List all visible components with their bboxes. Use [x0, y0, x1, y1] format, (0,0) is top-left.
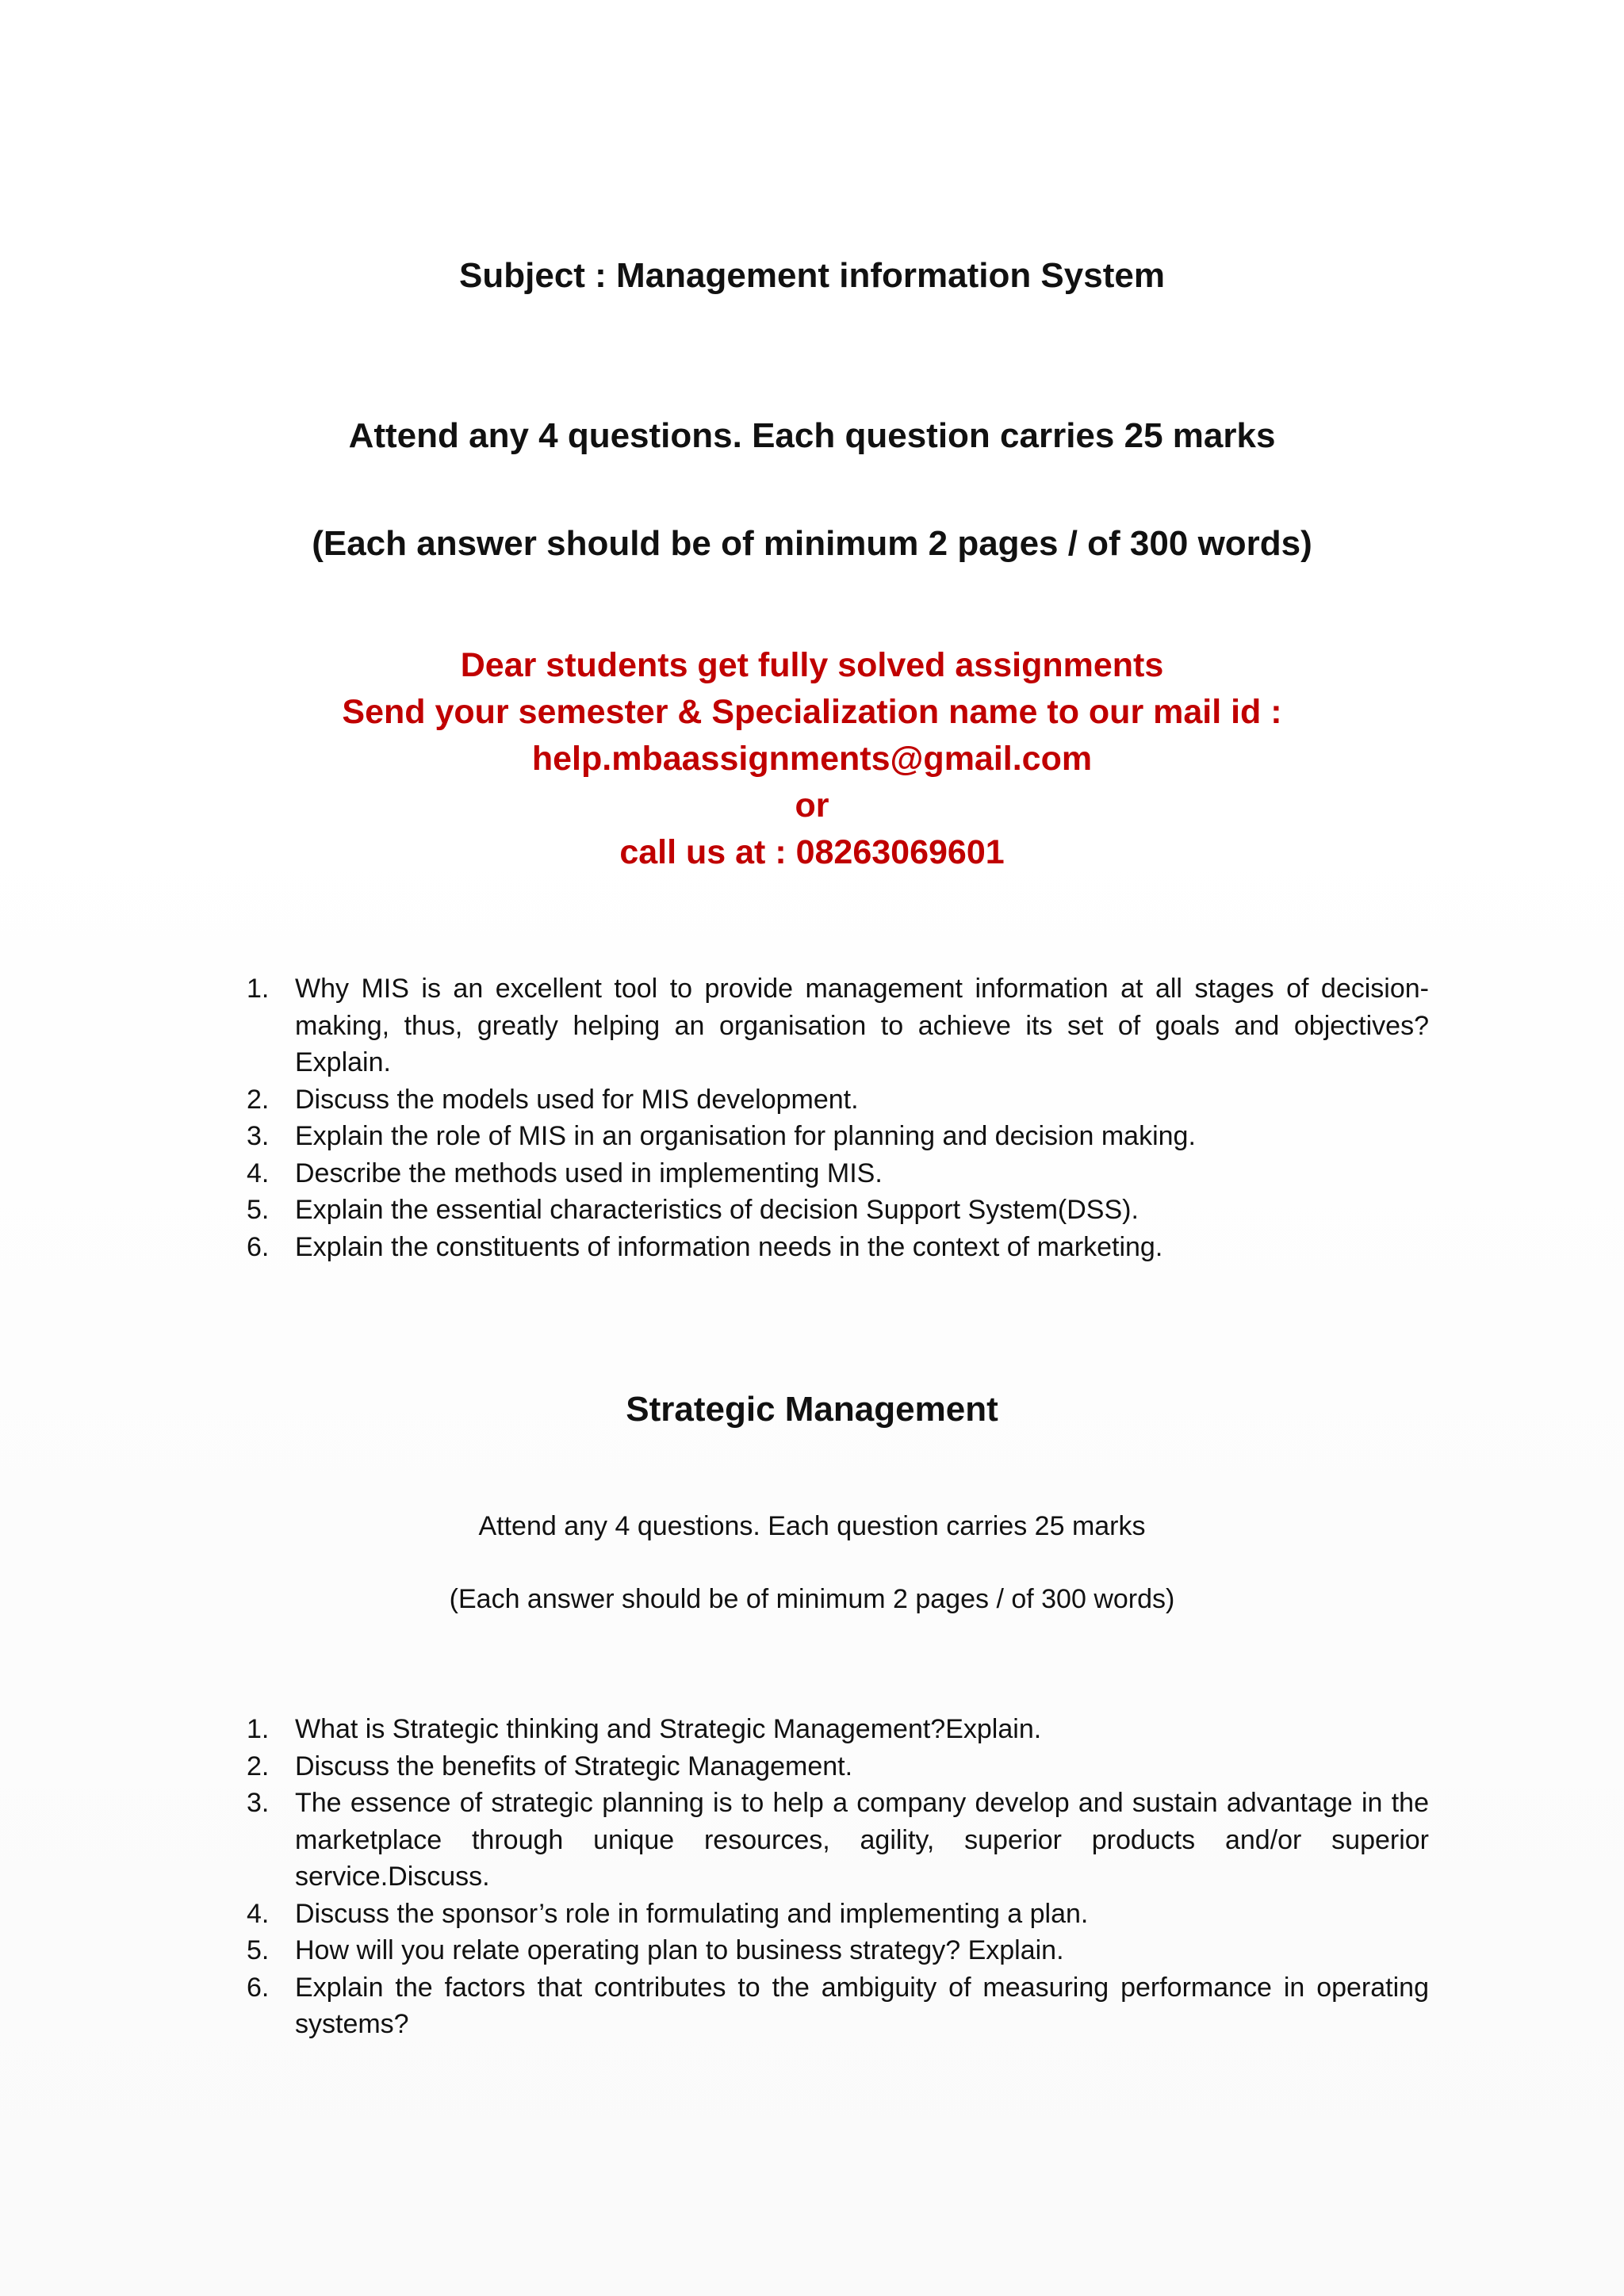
exam-instruction-2: Attend any 4 questions. Each question carries 25 marks [478, 1511, 1146, 1541]
list-item [238, 1118, 1429, 1155]
question-number: 4. [247, 1898, 270, 1929]
list-item [238, 1229, 1429, 1266]
question-text: The essence of strategic planning is to help a company develop and sustain advantage in the marketplace through unique resources, agility, superior products and/or superior service.Discuss. [295, 1788, 1429, 1892]
list-item [238, 1748, 1429, 1785]
question-text: Discuss the benefits of Strategic Management. [295, 1751, 853, 1781]
question-number: 6. [247, 1972, 270, 2003]
promo-phone: call us at : 08263069601 [619, 833, 1005, 871]
promo-line-1: Dear students get fully solved assignments [460, 646, 1164, 684]
answer-length-note: (Each answer should be of minimum 2 pages / of 300 words) [312, 524, 1312, 563]
question-number: 5. [247, 1195, 270, 1225]
list-item [238, 1896, 1429, 1933]
question-text: Explain the essential characteristics of decision Support System(DSS). [295, 1195, 1139, 1225]
list-item [238, 1081, 1429, 1119]
question-text: How will you relate operating plan to business strategy? Explain. [295, 1935, 1064, 1965]
list-item [238, 1785, 1429, 1896]
list-item [238, 1155, 1429, 1192]
question-number: 1. [247, 1714, 270, 1744]
question-text: Discuss the sponsor’s role in formulating and implementing a plan. [295, 1898, 1089, 1929]
question-text: Explain the factors that contributes to the ambiguity of measuring performance in operating systems? [295, 1972, 1429, 2039]
question-number: 2. [247, 1751, 270, 1781]
list-item [238, 1932, 1429, 1969]
question-number: 1. [247, 974, 270, 1004]
list-item [238, 970, 1429, 1081]
exam-instruction: Attend any 4 questions. Each question carries 25 marks [348, 416, 1276, 455]
list-item [238, 1192, 1429, 1229]
strategic-question-list [238, 1711, 1429, 2043]
question-number: 2. [247, 1084, 270, 1115]
question-number: 3. [247, 1788, 270, 1818]
promo-email: help.mbaassignments@gmail.com [531, 740, 1093, 778]
question-number: 5. [247, 1935, 270, 1965]
question-number: 3. [247, 1121, 270, 1151]
list-item [238, 1969, 1429, 2043]
question-text: Explain the constituents of information needs in the context of marketing. [295, 1231, 1163, 1262]
question-number: 4. [247, 1158, 270, 1188]
promo-or: or [795, 786, 829, 825]
question-number: 6. [247, 1231, 270, 1262]
question-text: Explain the role of MIS in an organisation for planning and decision making. [295, 1121, 1196, 1151]
answer-length-note-2: (Each answer should be of minimum 2 pages / of 300 words) [449, 1584, 1175, 1614]
section-title-strategic: Strategic Management [626, 1390, 998, 1429]
question-text: Discuss the models used for MIS development. [295, 1084, 859, 1115]
question-text: What is Strategic thinking and Strategic Management?Explain. [295, 1714, 1042, 1744]
promo-line-2: Send your semester & Specialization name to our mail id : [342, 693, 1282, 731]
mis-question-list [238, 970, 1429, 1265]
question-text: Describe the methods used in implementing MIS. [295, 1158, 883, 1188]
question-text: Why MIS is an excellent tool to provide management information at all stages of decision-making, thus, greatly helping an organisation to achieve its set of goals and objectives? Explain. [295, 974, 1429, 1077]
list-item [238, 1711, 1429, 1748]
subject-title: Subject : Management information System [459, 256, 1165, 295]
